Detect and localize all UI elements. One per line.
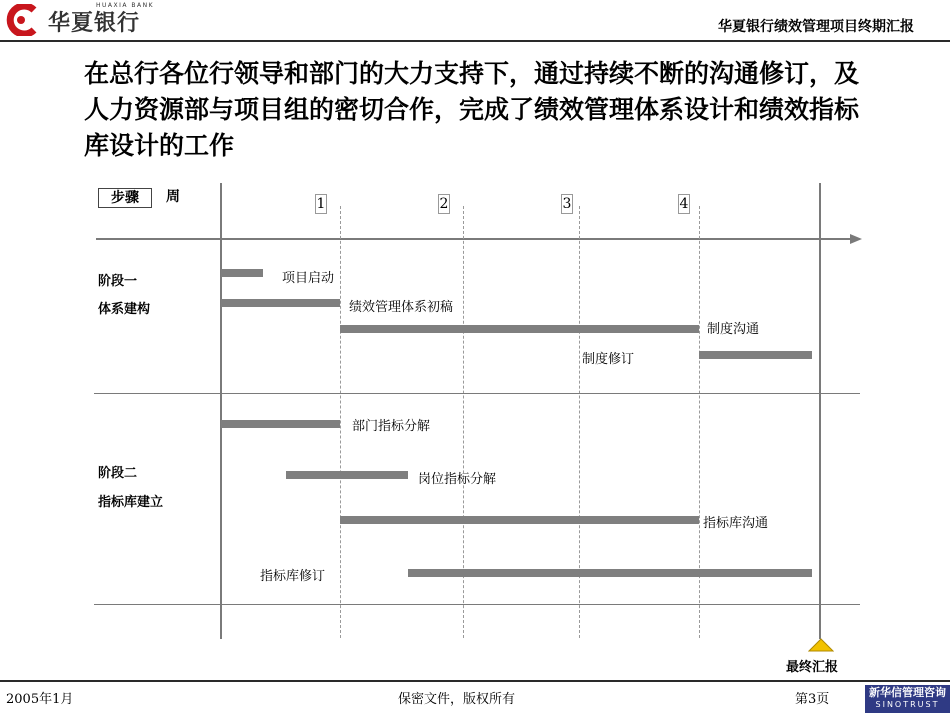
steps-label: 步骤 [98,188,152,208]
footer-divider [0,680,950,682]
task-bar-kickoff [221,269,263,277]
footer-date: 2005年1月 [6,692,74,707]
task-label-system-draft: 绩效管理体系初稿 [349,300,454,315]
task-bar-kpi-library-revision [408,569,812,577]
week-number-1: 1 [316,196,326,212]
final-report-line [819,183,821,639]
footer-confidential: 保密文件，版权所有 [398,692,516,707]
header-divider [0,40,950,42]
stage-1-subtitle: 体系建构 [98,302,151,317]
task-bar-position-kpi [286,471,407,479]
task-bar-system-draft [221,299,340,307]
chart-bottom-divider [94,604,860,605]
stage-divider [94,393,860,394]
consultant-logo [865,685,950,713]
week-number-4: 4 [679,196,689,212]
task-label-kpi-library-revision: 指标库修订 [260,569,326,584]
week-number-3: 3 [562,196,572,212]
bank-name: 华夏银行 [48,11,141,36]
task-bar-kpi-library-communication [340,516,699,524]
task-label-policy-revision: 制度修订 [582,352,635,367]
bank-logo [4,4,40,36]
triangle-marker-icon [809,639,833,651]
task-label-policy-communication: 制度沟通 [707,322,760,337]
task-bar-policy-revision [699,351,812,359]
final-report-marker [808,638,834,652]
footer-page-number: 第3页 [795,692,830,707]
timeline-start-line [220,183,222,639]
task-label-kpi-library-communication: 指标库沟通 [703,516,769,531]
week-1-gridline [340,206,341,638]
report-title: 华夏银行绩效管理项目终期汇报 [718,19,914,35]
bank-name-en: HUAXIA BANK [96,2,155,9]
time-axis [96,232,862,246]
consultant-name-cn: 新华信管理咨询 [869,686,946,699]
task-label-position-kpi: 岗位指标分解 [418,472,497,487]
task-bar-policy-communication [340,325,699,333]
week-number-2: 2 [439,196,449,212]
bank-logo-icon [4,4,40,36]
stage-2-name: 阶段二 [98,466,138,481]
task-label-kickoff: 项目启动 [282,271,335,286]
stage-1-name: 阶段一 [98,274,138,289]
final-report-label: 最终汇报 [786,660,839,675]
page-headline: 在总行各位行领导和部门的大力支持下，通过持续不断的沟通修订，及人力资源部与项目组的密切合作，完成了绩效管理体系设计和绩效指标库设计的工作 [84,59,860,160]
time-axis-arrowhead [850,234,862,244]
task-bar-department-kpi [221,420,340,428]
consultant-name-en: SINOTRUST [875,700,940,709]
task-label-department-kpi: 部门指标分解 [352,419,431,434]
week-label: 周 [166,189,180,205]
stage-2-subtitle: 指标库建立 [98,495,164,510]
